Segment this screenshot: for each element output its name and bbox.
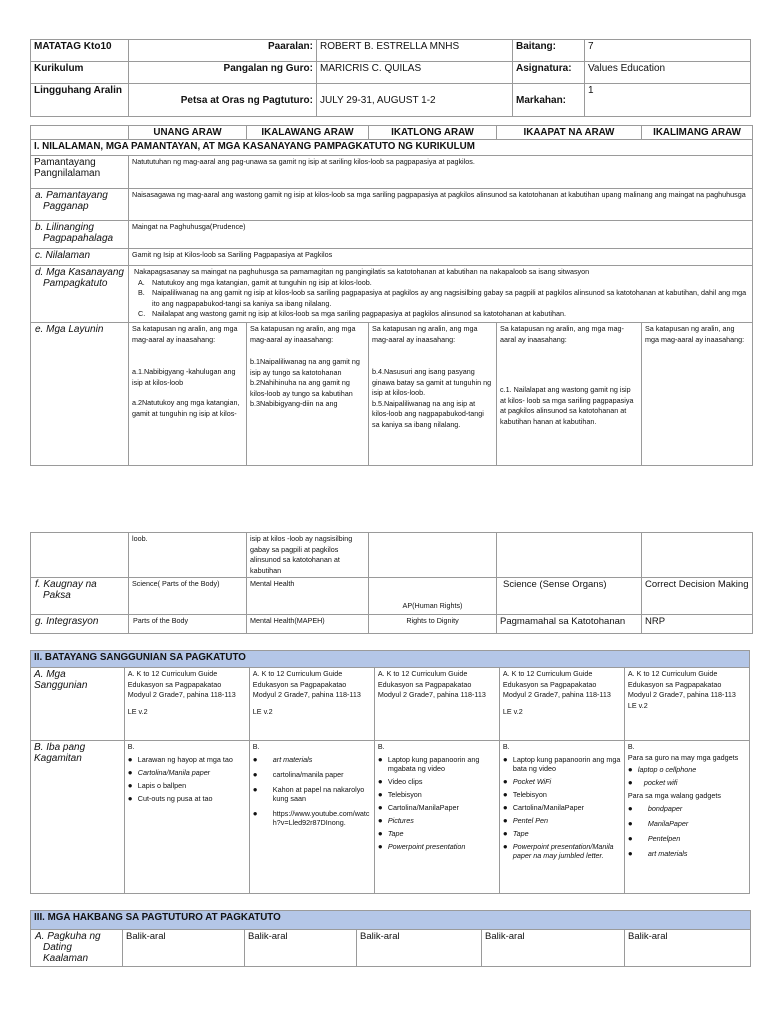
material-item: ● Cut-outs ng pusa at tao [128, 794, 246, 803]
kagamitan-day3: B. ● Laptop kung papanoorin ang mgabata ng video ● Video clips ● Telebisyon ● Cartolina/ManilaPaper ● Pictures ● Tape ● Powerpoint presentation [374, 741, 499, 894]
kagamitan-day2: B. ● art materials ● cartolina/manila paper ● Kahon at papel na nakarolyo kung saan ● https://www.youtube.com/watch?v=Lled92r87DInong. [249, 741, 374, 894]
baitang-value: 7 [585, 40, 751, 62]
material-item: ● Tape [503, 829, 621, 838]
kaugnay-day5: Correct Decision Making [642, 578, 753, 615]
cont-day2: isip at kilos -loob ay nagsisilbing gabay sa pagpili at pagkilos alinsunod sa katotohanan at kabutihan [247, 533, 369, 578]
material-item: ● Video clips [378, 777, 496, 786]
day-header-empty [31, 126, 129, 140]
markahan-value: 1 [585, 84, 751, 117]
layunin-item: a.1.Nabibigyang -kahulugan ang isip at kilos-loob [132, 367, 236, 387]
material-item: ● Cartolina/ManilaPaper [503, 803, 621, 812]
material-item: ● Tape [378, 829, 496, 838]
integrasyon-day4: Pagmamahal sa Katotohanan [497, 615, 642, 634]
layunin-item: a.2Natutukoy ang mga katangian, gamit at tunguhin ng isip at kilos- [132, 398, 240, 418]
material-item: ● Kahon at papel na nakarolyo kung saan [253, 785, 371, 803]
layunin-day4 [497, 323, 642, 466]
day-header-1: UNANG ARAW [129, 126, 247, 140]
kaugnay-day3: AP(Human Rights) [369, 578, 497, 615]
kaugnay-day1: Science( Parts of the Body) [129, 578, 247, 615]
pamantayan-label: Pamantayang Pangnilalaman [31, 156, 129, 189]
sanggunian-day2: A. K to 12 Curriculum Guide Edukasyon sa Pagpapakatao Modyul 2 Grade7, pahina 118-113 LE v.2 [249, 668, 374, 741]
petsa-value: JULY 29-31, AUGUST 1-2 [317, 84, 513, 117]
layunin-label: e. Mga Layunin [31, 323, 129, 466]
material-item: ● Powerpoint presentation [378, 842, 496, 851]
pagganap-text: Naisasagawa ng mag-aaral ang wastong gamit ng isip at kilos-loob sa mga sariling pagpapasiya at pagkilos alinsunod sa katotohanan at kabutihan upang malinang ang maingat na paghuhusga [129, 189, 753, 221]
material-item: ● Pocket WiFi [503, 777, 621, 786]
layunin-day1 [129, 323, 247, 466]
balik-aral-day2: Balik-aral [245, 930, 357, 967]
sanggunian-day3: A. K to 12 Curriculum Guide Edukasyon sa Pagpapakatao Modyul 2 Grade7, pahina 118-113 [374, 668, 499, 741]
material-item: ● cartolina/manila paper [253, 770, 371, 779]
layunin-day2 [247, 323, 369, 466]
kasanayan-text [129, 266, 753, 323]
material-item: ● Laptop kung papanoorin ang mga bata ng video [503, 755, 621, 773]
kagamitan-label: B. Iba pang Kagamitan [31, 741, 125, 894]
layunin-intro: Sa katapusan ng aralin, ang mga mag-aaral ay inaasahang: [500, 324, 624, 344]
material-item: ● Laptop kung papanoorin ang mgabata ng video [378, 755, 496, 773]
kasanayan-item: B. Naipaliliwanag na ang gamit ng isip at kilos-loob sa sariling pagpapasiya at pagkilos ay ang nagsisilbing gabay sa pagpili at pagkilos alinsunod sa katotohanan at kabutihan, dahil ang mga ito ang nagpapabukod-tangi sa kaniya sa ibang nilalang. [138, 288, 747, 308]
header-table [30, 39, 751, 117]
baitang-label: Baitang: [513, 40, 585, 62]
kurikulum-label: Kurikulum [31, 62, 129, 84]
kaugnay-label: f. Kaugnay na Paksa [31, 578, 129, 615]
integrasyon-day2: Mental Health(MAPEH) [247, 615, 369, 634]
material-item: ● Cartolina/Manila paper [128, 768, 246, 777]
layunin-item: b.2Nahihinuha na ang gamit ng kilos-loob ay tungo sa kabutihan [250, 378, 353, 398]
material-item: ● Lapis o ballpen [128, 781, 246, 790]
kaugnay-day4: Science (Sense Organs) [497, 578, 642, 615]
integrasyon-day3: Rights to Dignity [369, 615, 497, 634]
layunin-intro: Sa katapusan ng aralin, ang mga mag-aaral ay inaasahang: [250, 324, 356, 344]
markahan-label: Markahan: [513, 84, 585, 117]
material-item: ● Pentelpen [628, 834, 746, 843]
kagamitan-day4: B. ● Laptop kung papanoorin ang mga bata ng video ● Pocket WiFi ● Telebisyon ● Cartolina/ManilaPaper ● Pentel Pen ● Tape ● Powerpoint presentation/Manila paper na may jumbled letter. [499, 741, 624, 894]
balik-aral-day1: Balik-aral [123, 930, 245, 967]
section1-table [30, 125, 753, 466]
balik-aral-day3: Balik-aral [357, 930, 482, 967]
material-item: ● laptop o cellphone [628, 765, 746, 774]
nilalaman-text: Gamit ng Isip at Kilos-loob sa Sariling Pagpapasiya at Pagkilos [129, 249, 753, 266]
kasanayan-item: A. Natutukoy ang mga katangian, gamit at tunguhin ng isip at kilos-loob. [138, 277, 372, 287]
material-item: ● Pictures [378, 816, 496, 825]
material-item: ● https://www.youtube.com/watch?v=Lled92r87DInong. [253, 809, 371, 827]
material-item: ● Telebisyon [378, 790, 496, 799]
asignatura-value: Values Education [585, 62, 751, 84]
layunin-day3 [369, 323, 497, 466]
lilinangin-label: b. Lilinanging Pagpapahalaga [31, 221, 129, 249]
sanggunian-day1: A. K to 12 Curriculum Guide Edukasyon sa Pagpapakatao Modyul 2 Grade7, pahina 118-113 LE v.2 [124, 668, 249, 741]
day-header-5: IKALIMANG ARAW [642, 126, 753, 140]
guro-value: MARICRIS C. QUILAS [317, 62, 513, 84]
material-item: ● Telebisyon [503, 790, 621, 799]
day-header-4: IKAAPAT NA ARAW [497, 126, 642, 140]
nilalaman-label: c. Nilalaman [31, 249, 129, 266]
layunin-intro: Sa katapusan ng aralin, ang mga mag-aaral ay inaasahang: [132, 324, 238, 344]
pagganap-label: a. Pamantayang Pagganap [31, 189, 129, 221]
kasanayan-item: C. Nailalapat ang wastong gamit ng isip at kilos-loob sa mga sariling pagpapasiya at pagkilos alinsunod sa katotohanan at kabutihan. [138, 309, 566, 318]
layunin-day5 [642, 323, 753, 466]
material-item: ● ManilaPaper [628, 819, 746, 828]
kasanayan-intro: Nakapagsasanay sa maingat na paghuhusga sa pamamagitan ng pangingilatis sa katotohanan at kabutihan na nakapaloob sa isang sitwasyon [134, 267, 590, 276]
section1-title: I. NILALAMAN, MGA PAMANTAYAN, AT MGA KASANAYANG PAMPAGKATUTO NG KURIKULUM [31, 140, 753, 156]
pagkuha-label: A. Pagkuha ng Dating Kaalaman [31, 930, 123, 967]
material-item: ● pocket wifi [628, 778, 746, 787]
asignatura-label: Asignatura: [513, 62, 585, 84]
material-item: ● Cartolina/ManilaPaper [378, 803, 496, 812]
layunin-item: b.1Naipaliliwanag na ang gamit ng isip ay tungo sa katotohanan [250, 357, 360, 377]
section3-title: III. MGA HAKBANG SA PAGTUTURO AT PAGKATUTO [31, 911, 751, 930]
sanggunian-label: A. Mga Sanggunian [31, 668, 125, 741]
section3-table [30, 910, 751, 967]
material-item: ● Larawan ng hayop at mga tao [128, 755, 246, 764]
section1-cont-table [30, 532, 753, 634]
section2-table [30, 650, 750, 894]
layunin-item: c.1. Nailalapat ang wastong gamit ng isip at kilos- loob sa mga sariling pagpapasiya at pagkilos alinsunod sa katotohanan at kabutihan hanan at kabutihan. [500, 385, 634, 426]
integrasyon-day5: NRP [642, 615, 753, 634]
kasanayan-list [132, 278, 749, 320]
section2-title: II. BATAYANG SANGGUNIAN SA PAGKATUTO [31, 651, 750, 668]
day-header-3: IKATLONG ARAW [369, 126, 497, 140]
material-item: ● art materials [628, 849, 746, 858]
cont-day4 [497, 533, 642, 578]
integrasyon-label: g. Integrasyon [31, 615, 129, 634]
cont-empty-label [31, 533, 129, 578]
layunin-intro: Sa katapusan ng aralin, ang mga mag-aaral ay inaasahang: [645, 324, 745, 344]
guro-label: Pangalan ng Guro: [129, 62, 317, 84]
day-header-2: IKALAWANG ARAW [247, 126, 369, 140]
material-item: ● bondpaper [628, 804, 746, 813]
layunin-intro: Sa katapusan ng aralin, ang mga mag-aaral ay inaasahang: [372, 324, 478, 344]
kagamitan-day1: B. ● Larawan ng hayop at mga tao ● Cartolina/Manila paper ● Lapis o ballpen ● Cut-outs ng pusa at tao [124, 741, 249, 894]
lingguhang-label: Lingguhang Aralin [31, 84, 129, 117]
balik-aral-day4: Balik-aral [482, 930, 625, 967]
paaralan-label: Paaralan: [129, 40, 317, 62]
material-item: ● art materials [253, 755, 371, 764]
layunin-item: b.4.Nasusuri ang isang pasyang ginawa batay sa gamit at tunguhin ng isip at kilos-loob. [372, 367, 492, 397]
sanggunian-day5: A. K to 12 Curriculum Guide Edukasyon sa Pagpapakatao Modyul 2 Grade7, pahina 118-113 LE v.2 [624, 668, 749, 741]
cont-day5 [642, 533, 753, 578]
pamantayan-text: Natututuhan ng mag-aaral ang pag-unawa sa gamit ng isip at sariling kilos-loob sa pagpapasiya at pagkilos. [129, 156, 753, 189]
layunin-item: b.3Nabibigyang-diin na ang [250, 399, 338, 408]
cont-day1: loob. [129, 533, 247, 578]
kaugnay-day2: Mental Health [247, 578, 369, 615]
balik-aral-day5: Balik-aral [625, 930, 751, 967]
integrasyon-day1: Parts of the Body [129, 615, 247, 634]
kasanayan-label: d. Mga Kasanayang Pampagkatuto [31, 266, 129, 323]
layunin-item: b.5.Naipaliliwanag na ang isip at kilos-loob ang nagpapabukod-tangi sa kaniya sa ibang nilalang. [372, 398, 484, 429]
material-item: ● Pentel Pen [503, 816, 621, 825]
paaralan-value: ROBERT B. ESTRELLA MNHS [317, 40, 513, 62]
material-item: ● Powerpoint presentation/Manila paper na may jumbled letter. [503, 842, 621, 860]
kto10-label: MATATAG Kto10 [31, 40, 129, 62]
cont-day3 [369, 533, 497, 578]
lilinangin-text: Maingat na Paghuhusga(Prudence) [129, 221, 753, 249]
sanggunian-day4: A. K to 12 Curriculum Guide Edukasyon sa Pagpapakatao Modyul 2 Grade7, pahina 118-113 LE v.2 [499, 668, 624, 741]
petsa-label: Petsa at Oras ng Pagtuturo: [129, 84, 317, 117]
kagamitan-day5: B. Para sa guro na may mga gadgets ● laptop o cellphone ● pocket wifi Para sa mga walang gadgets ● bondpaper ● ManilaPaper ● Pentelpen ● art materials [624, 741, 749, 894]
